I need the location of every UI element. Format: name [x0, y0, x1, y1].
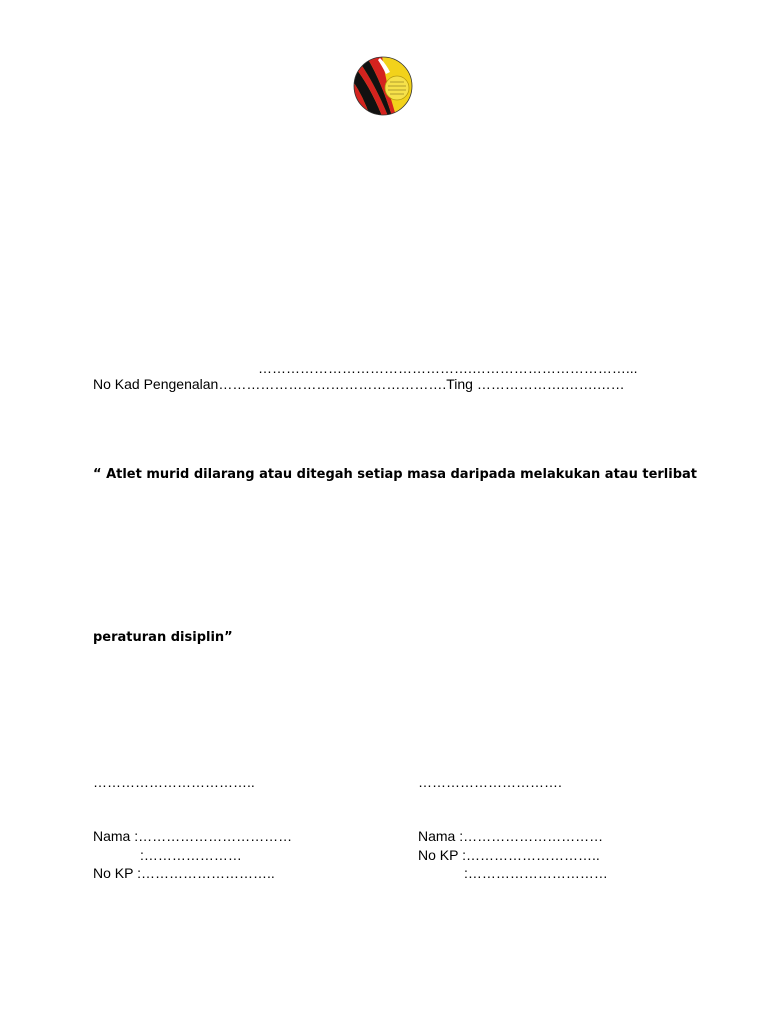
right-no-kp-field[interactable]: No KP :………………………..	[418, 847, 600, 863]
left-no-kp-field[interactable]: No KP :………………………..	[93, 865, 275, 881]
ic-number-line[interactable]: No Kad Pengenalan………………………………………….Ting ……………….…….……	[93, 376, 625, 392]
name-fill-line[interactable]: ……………………………………….……………………………...	[258, 360, 638, 376]
rule-quote-line1: “ Atlet murid dilarang atau ditegah setiap masa daripada melakukan atau terlibat	[93, 467, 697, 482]
left-signature-line[interactable]: ……………………………..	[93, 774, 255, 790]
left-extra-field[interactable]: :…………………	[140, 847, 242, 863]
school-crest-logo	[352, 56, 414, 116]
rule-quote-line2: peraturan disiplin”	[93, 630, 233, 645]
right-signature-line[interactable]: ………………………….	[418, 774, 562, 790]
right-nama-field[interactable]: Nama :…………………………	[418, 828, 604, 844]
right-extra-field[interactable]: :…………………………	[464, 865, 608, 881]
left-nama-field[interactable]: Nama :……………………………	[93, 828, 293, 844]
